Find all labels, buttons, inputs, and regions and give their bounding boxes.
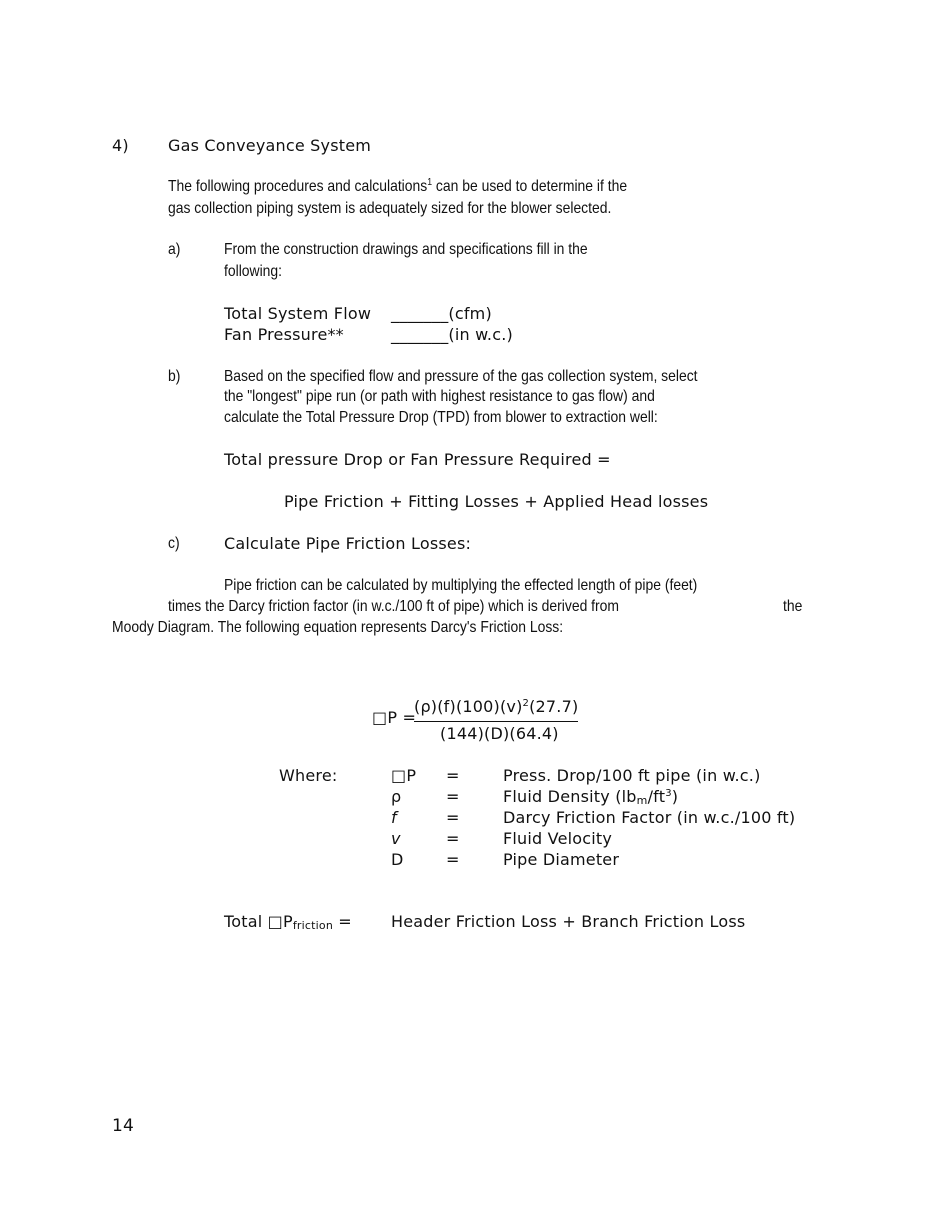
where-eq: = [446,787,460,806]
where-desc-v: Fluid Velocity [503,829,613,848]
where-symbol-rho: ρ [391,787,402,806]
item-c-para-line-2-end: the [783,598,803,615]
where-desc-d: Pipe Diameter [503,850,620,869]
footnote-marker: 1 [427,177,433,188]
fraction-bar [414,721,578,722]
total-system-flow-label: Total System Flow [224,304,372,323]
where-symbol-f: f [391,808,397,827]
equation-numerator: $(\rho)(f)(100)(v)^2(27.7)$ [414,697,579,716]
page-number: 14 [112,1116,135,1136]
total-friction-label: Total $□P_{friction}$ = [224,912,352,932]
intro-line-2: gas collection piping system is adequately sized for the blower selected. [168,200,612,217]
fan-pressure-label: Fan Pressure** [224,325,344,344]
tpd-equation-line-1: Total pressure Drop or Fan Pressure Required = [224,450,611,469]
section-number: 4) [112,136,129,155]
item-a-line-1: From the construction drawings and specifications fill in the [224,241,588,258]
where-desc-rho: Fluid Density $(lb_m/ft^3)$ [503,787,679,807]
item-c-label: c) [168,535,180,552]
item-c-para-line-3: Moody Diagram. The following equation represents Darcy's Friction Loss: [112,619,564,636]
item-c-para-line-2: times the Darcy friction factor (in w.c./100 ft of pipe) which is derived from [168,598,620,615]
item-b-label: b) [168,368,181,385]
equation-denominator: (144)(D)(64.4) [440,724,559,743]
total-friction-value: Header Friction Loss + Branch Friction Loss [391,912,746,931]
section-title: Gas Conveyance System [168,136,372,155]
total-system-flow-field: _______(cfm) [391,304,492,323]
where-symbol-dp: □P [391,766,417,785]
intro-line-1: The following procedures and calculations$^1$ can be used to determine if the [168,177,628,195]
where-symbol-d: D [391,850,404,869]
item-b-line-1: Based on the specified flow and pressure of the gas collection system, select [224,368,698,385]
where-symbol-v: v [391,829,401,848]
item-b-line-2: the "longest" pipe run (or path with highest resistance to gas flow) and [224,388,655,405]
item-c-para-line-1: Pipe friction can be calculated by multiplying the effected length of pipe (feet) [224,577,698,594]
where-desc-dp: Press. Drop/100 ft pipe (in w.c.) [503,766,761,785]
item-c-title: Calculate Pipe Friction Losses: [224,534,472,553]
item-b-line-3: calculate the Total Pressure Drop (TPD) from blower to extraction well: [224,409,658,426]
where-eq: = [446,850,460,869]
tpd-equation-line-2: Pipe Friction + Fitting Losses + Applied Head losses [284,492,709,511]
fan-pressure-field: _______(in w.c.) [391,325,513,344]
item-a-line-2: following: [224,263,283,280]
where-eq: = [446,766,460,785]
where-desc-f: Darcy Friction Factor (in w.c./100 ft) [503,808,796,827]
where-label: Where: [279,766,338,785]
item-a-label: a) [168,241,181,258]
equation-lhs: □P = [372,708,417,727]
where-eq: = [446,829,460,848]
where-eq: = [446,808,460,827]
